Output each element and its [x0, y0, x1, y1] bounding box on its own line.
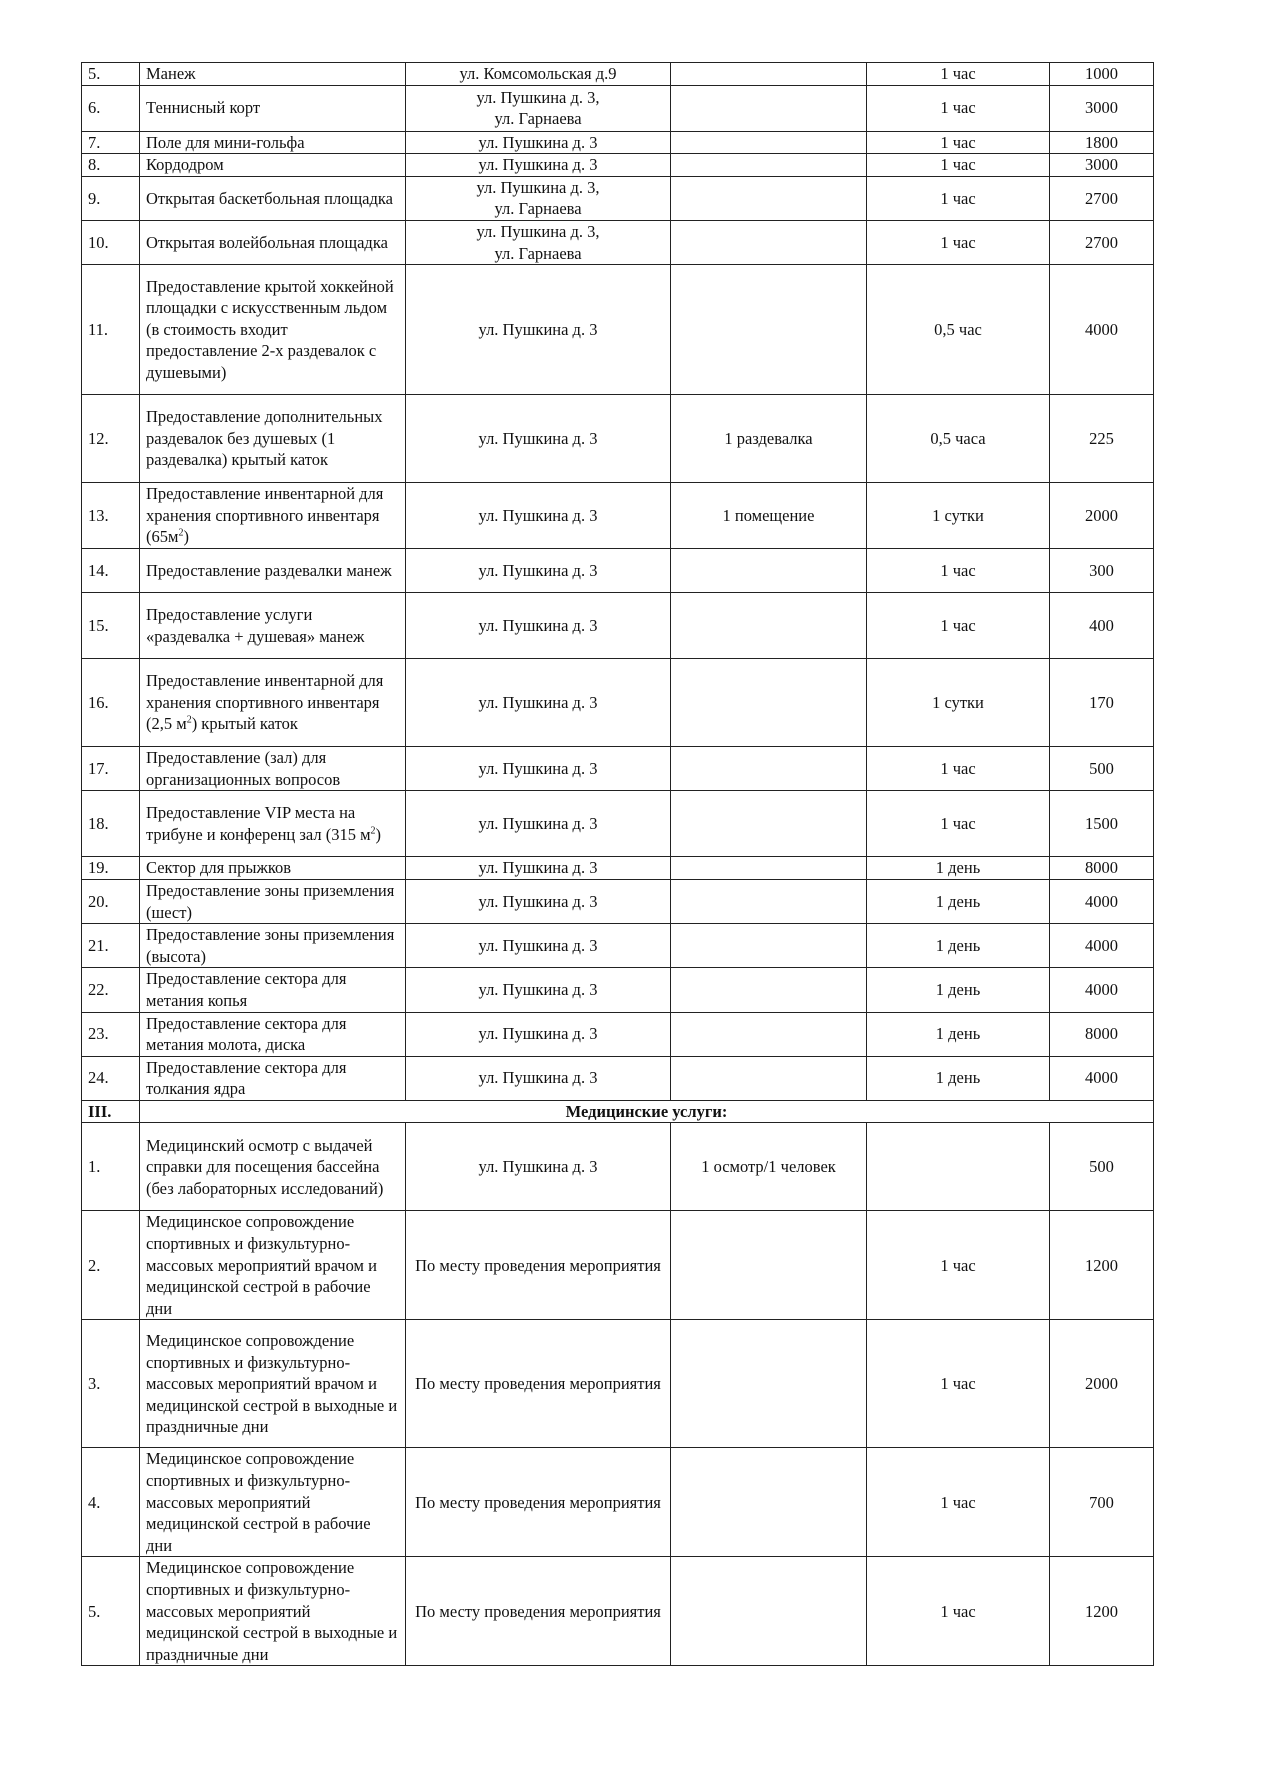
service-price: 4000 [1050, 924, 1154, 968]
service-time: 1 час [867, 176, 1050, 220]
service-name: Медицинское сопровождение спортивных и физкультурно-массовых мероприятий врачом и медицинской сестрой в выходные и праздничные дни [140, 1320, 406, 1448]
row-number: 3. [82, 1320, 140, 1448]
service-price: 8000 [1050, 1012, 1154, 1056]
service-name [140, 483, 406, 549]
service-name: Открытая волейбольная площадка [140, 220, 406, 264]
service-address: ул. Пушкина д. 3 [406, 395, 671, 483]
price-table [81, 62, 1154, 1666]
row-number: 12. [82, 395, 140, 483]
service-name: Предоставление сектора для метания копья [140, 968, 406, 1012]
service-address: ул. Пушкина д. 3 [406, 968, 671, 1012]
row-number: 4. [82, 1448, 140, 1557]
service-price: 300 [1050, 549, 1154, 593]
table-row [82, 483, 1154, 549]
service-time: 1 час [867, 747, 1050, 791]
service-address: ул. Комсомольская д.9 [406, 63, 671, 86]
table-row [82, 879, 1154, 923]
service-name: Предоставление раздевалки манеж [140, 549, 406, 593]
service-name: Предоставление крытой хоккейной площадки с искусственным льдом (в стоимость входит предоставление 2-х раздевалок с душевыми) [140, 265, 406, 395]
service-name-text: Предоставление инвентарной для хранения спортивного инвентаря (65м [146, 484, 384, 547]
table-row [82, 857, 1154, 880]
service-address: ул. Пушкина д. 3 [406, 791, 671, 857]
service-price: 3000 [1050, 154, 1154, 177]
service-unit [671, 879, 867, 923]
row-number: 17. [82, 747, 140, 791]
service-time: 1 час [867, 791, 1050, 857]
service-name-text: Предоставление VIP места на трибуне и конференц зал (315 м [146, 803, 371, 844]
row-number: 13. [82, 483, 140, 549]
row-number: 11. [82, 265, 140, 395]
service-address: По месту проведения мероприятия [406, 1320, 671, 1448]
row-number: 24. [82, 1056, 140, 1100]
table-row [82, 131, 1154, 154]
service-time: 1 день [867, 857, 1050, 880]
service-price: 400 [1050, 593, 1154, 659]
service-unit [671, 220, 867, 264]
superscript-2: 2 [178, 527, 184, 539]
service-address: ул. Пушкина д. 3 [406, 924, 671, 968]
row-number: 10. [82, 220, 140, 264]
service-address: ул. Пушкина д. 3, ул. Гарнаева [406, 85, 671, 131]
service-price: 8000 [1050, 857, 1154, 880]
service-address: По месту проведения мероприятия [406, 1448, 671, 1557]
service-name: Медицинское сопровождение спортивных и физкультурно-массовых мероприятий врачом и медицинской сестрой в рабочие дни [140, 1211, 406, 1320]
service-time: 1 час [867, 131, 1050, 154]
row-number: 5. [82, 1557, 140, 1666]
service-unit [671, 63, 867, 86]
service-time: 1 час [867, 1211, 1050, 1320]
service-address: По месту проведения мероприятия [406, 1557, 671, 1666]
service-price: 2700 [1050, 176, 1154, 220]
service-unit [671, 549, 867, 593]
table-row [82, 1557, 1154, 1666]
row-number: 15. [82, 593, 140, 659]
service-price: 500 [1050, 1123, 1154, 1211]
row-number: 16. [82, 659, 140, 747]
service-name [140, 791, 406, 857]
service-price: 170 [1050, 659, 1154, 747]
table-row [82, 1448, 1154, 1557]
service-time: 1 день [867, 968, 1050, 1012]
service-unit: 1 раздевалка [671, 395, 867, 483]
service-time: 1 час [867, 1320, 1050, 1448]
row-number: 19. [82, 857, 140, 880]
service-address: ул. Пушкина д. 3 [406, 747, 671, 791]
table-row [82, 176, 1154, 220]
service-price: 4000 [1050, 968, 1154, 1012]
service-address: По месту проведения мероприятия [406, 1211, 671, 1320]
service-time: 0,5 час [867, 265, 1050, 395]
service-name-suffix: ) [183, 527, 189, 547]
service-price: 1000 [1050, 63, 1154, 86]
service-name: Теннисный корт [140, 85, 406, 131]
service-price: 1500 [1050, 791, 1154, 857]
service-name [140, 659, 406, 747]
table-row [82, 85, 1154, 131]
service-time: 1 день [867, 1012, 1050, 1056]
service-address: ул. Пушкина д. 3 [406, 659, 671, 747]
service-price: 2700 [1050, 220, 1154, 264]
service-address: ул. Пушкина д. 3 [406, 1056, 671, 1100]
service-price: 3000 [1050, 85, 1154, 131]
service-time: 0,5 часа [867, 395, 1050, 483]
service-name: Сектор для прыжков [140, 857, 406, 880]
service-unit [671, 265, 867, 395]
service-name: Предоставление зоны приземления (высота) [140, 924, 406, 968]
service-unit [671, 659, 867, 747]
row-number: 5. [82, 63, 140, 86]
service-time: 1 день [867, 879, 1050, 923]
service-price: 1800 [1050, 131, 1154, 154]
service-price: 4000 [1050, 1056, 1154, 1100]
service-address: ул. Пушкина д. 3 [406, 879, 671, 923]
service-address: ул. Пушкина д. 3, ул. Гарнаева [406, 176, 671, 220]
service-unit [671, 1448, 867, 1557]
service-price: 500 [1050, 747, 1154, 791]
service-time: 1 час [867, 220, 1050, 264]
service-unit [671, 1056, 867, 1100]
table-row [82, 63, 1154, 86]
row-number: 18. [82, 791, 140, 857]
table-row [82, 1123, 1154, 1211]
service-unit [671, 131, 867, 154]
service-name: Предоставление (зал) для организационных вопросов [140, 747, 406, 791]
service-name-text: Предоставление инвентарной для хранения спортивного инвентаря (2,5 м [146, 671, 384, 734]
service-unit: 1 помещение [671, 483, 867, 549]
service-time: 1 день [867, 924, 1050, 968]
service-unit [671, 593, 867, 659]
row-number: 14. [82, 549, 140, 593]
service-price: 4000 [1050, 265, 1154, 395]
table-row [82, 791, 1154, 857]
service-time: 1 час [867, 1557, 1050, 1666]
table-row [82, 1211, 1154, 1320]
service-name: Предоставление дополнительных раздевалок без душевых (1 раздевалка) крытый каток [140, 395, 406, 483]
service-name: Предоставление сектора для толкания ядра [140, 1056, 406, 1100]
row-number: 22. [82, 968, 140, 1012]
row-number: 20. [82, 879, 140, 923]
table-row [82, 924, 1154, 968]
table-row [82, 1320, 1154, 1448]
service-unit [671, 924, 867, 968]
service-name: Поле для мини-гольфа [140, 131, 406, 154]
service-price: 1200 [1050, 1557, 1154, 1666]
service-unit [671, 1557, 867, 1666]
service-price: 2000 [1050, 483, 1154, 549]
service-address: ул. Пушкина д. 3 [406, 549, 671, 593]
service-price: 700 [1050, 1448, 1154, 1557]
service-address: ул. Пушкина д. 3 [406, 131, 671, 154]
service-price: 4000 [1050, 879, 1154, 923]
service-name-suffix: ) [375, 824, 382, 844]
service-address: ул. Пушкина д. 3 [406, 265, 671, 395]
service-price: 225 [1050, 395, 1154, 483]
service-name: Медицинское сопровождение спортивных и физкультурно-массовых мероприятий медицинской сестрой в выходные и праздничные дни [140, 1557, 406, 1666]
section-number: III. [82, 1100, 140, 1123]
service-time: 1 час [867, 549, 1050, 593]
section-title: Медицинские услуги: [140, 1100, 1154, 1123]
table-row [82, 593, 1154, 659]
service-unit [671, 857, 867, 880]
service-address: ул. Пушкина д. 3 [406, 1012, 671, 1056]
table-row [82, 549, 1154, 593]
service-time: 1 час [867, 593, 1050, 659]
service-address: ул. Пушкина д. 3 [406, 154, 671, 177]
row-number: 1. [82, 1123, 140, 1211]
service-time: 1 сутки [867, 659, 1050, 747]
service-address: ул. Пушкина д. 3 [406, 593, 671, 659]
service-name-suffix: ) крытый каток [191, 714, 298, 734]
service-time: 1 час [867, 63, 1050, 86]
service-time: 1 час [867, 154, 1050, 177]
service-name: Предоставление услуги «раздевалка + душевая» манеж [140, 593, 406, 659]
service-unit [671, 1012, 867, 1056]
service-address: ул. Пушкина д. 3 [406, 483, 671, 549]
service-address: ул. Пушкина д. 3, ул. Гарнаева [406, 220, 671, 264]
service-unit [671, 747, 867, 791]
row-number: 21. [82, 924, 140, 968]
row-number: 6. [82, 85, 140, 131]
table-row [82, 1012, 1154, 1056]
table-row [82, 1056, 1154, 1100]
row-number: 9. [82, 176, 140, 220]
service-name: Предоставление зоны приземления (шест) [140, 879, 406, 923]
service-unit [671, 85, 867, 131]
service-address: ул. Пушкина д. 3 [406, 1123, 671, 1211]
section-header-row [82, 1100, 1154, 1123]
service-name: Кордодром [140, 154, 406, 177]
service-name: Предоставление сектора для метания молота, диска [140, 1012, 406, 1056]
row-number: 2. [82, 1211, 140, 1320]
row-number: 23. [82, 1012, 140, 1056]
service-time: 1 час [867, 85, 1050, 131]
service-address: ул. Пушкина д. 3 [406, 857, 671, 880]
service-name: Медицинское сопровождение спортивных и физкультурно-массовых мероприятий медицинской сестрой в рабочие дни [140, 1448, 406, 1557]
service-price: 2000 [1050, 1320, 1154, 1448]
service-time: 1 день [867, 1056, 1050, 1100]
table-row [82, 395, 1154, 483]
service-name: Манеж [140, 63, 406, 86]
service-name: Медицинский осмотр с выдачей справки для посещения бассейна (без лабораторных исследований) [140, 1123, 406, 1211]
row-number: 8. [82, 154, 140, 177]
service-price: 1200 [1050, 1211, 1154, 1320]
table-row [82, 968, 1154, 1012]
row-number: 7. [82, 131, 140, 154]
service-name: Открытая баскетбольная площадка [140, 176, 406, 220]
table-row [82, 220, 1154, 264]
service-unit [671, 1211, 867, 1320]
table-row [82, 265, 1154, 395]
service-unit [671, 791, 867, 857]
service-unit [671, 176, 867, 220]
service-time: 1 час [867, 1448, 1050, 1557]
service-unit [671, 968, 867, 1012]
table-row [82, 659, 1154, 747]
table-row [82, 154, 1154, 177]
service-time: 1 сутки [867, 483, 1050, 549]
service-unit: 1 осмотр/1 человек [671, 1123, 867, 1211]
superscript-2: 2 [186, 714, 192, 726]
superscript-2: 2 [370, 825, 376, 837]
service-unit [671, 154, 867, 177]
table-row [82, 747, 1154, 791]
service-time [867, 1123, 1050, 1211]
service-unit [671, 1320, 867, 1448]
